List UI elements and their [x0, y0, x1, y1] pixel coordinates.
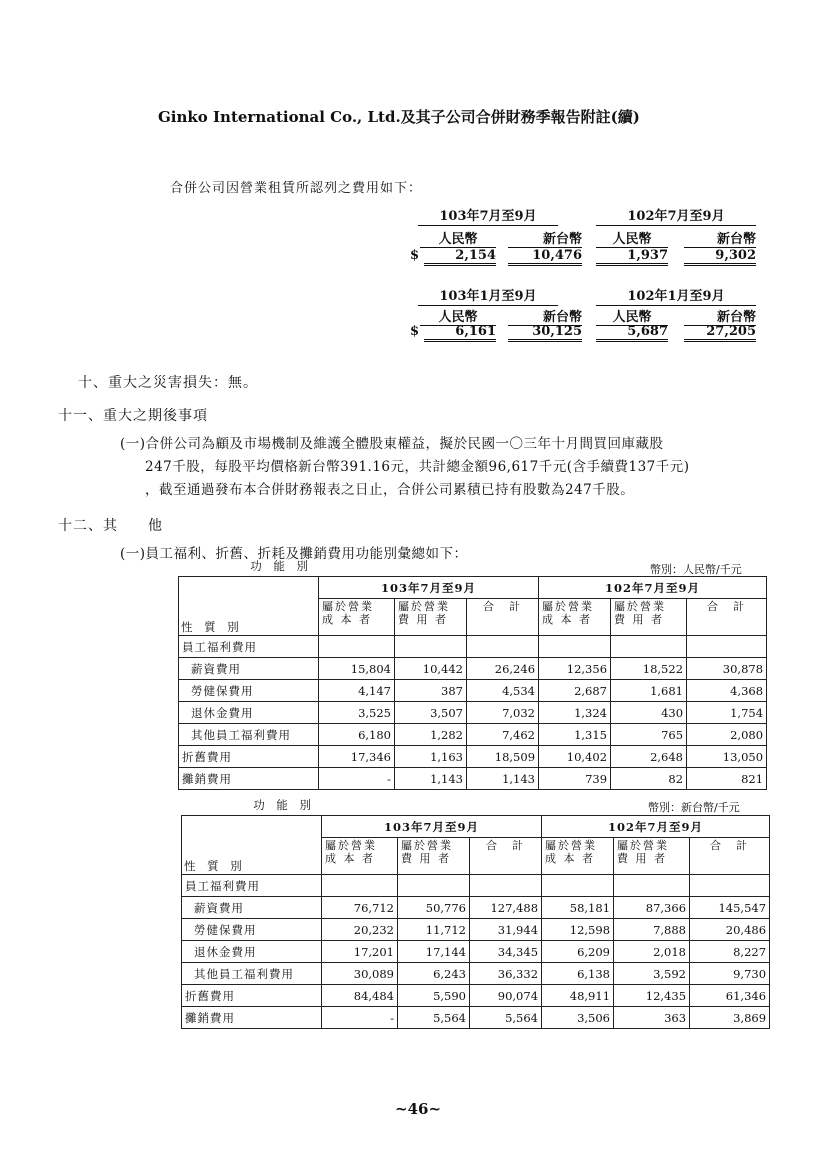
- table-cell: 821: [687, 768, 767, 790]
- lease-header-102q3: 102年7月至9月: [596, 205, 756, 226]
- lease-sub-ntd: 新台幣: [684, 228, 756, 248]
- table-cell: 48,911: [542, 985, 614, 1007]
- table-cell: [690, 875, 770, 897]
- table-cell: 31,944: [470, 919, 542, 941]
- table-cell: 26,246: [467, 658, 539, 680]
- unit-label-rmb: 幣別：人民幣/千元: [650, 563, 742, 576]
- row-label: 勞健保費用: [182, 919, 322, 941]
- row-label: 員工福利費用: [179, 636, 319, 658]
- lease-sub-rmb: 人民幣: [420, 306, 496, 326]
- table-cell: 17,144: [398, 941, 470, 963]
- column-header-total: 合 計: [687, 599, 767, 636]
- table-cell: 6,243: [398, 963, 470, 985]
- table-cell: 82: [611, 768, 687, 790]
- table-cell: 3,507: [395, 702, 467, 724]
- section-11: 十一、重大之期後事項: [58, 408, 208, 424]
- section-11-line2: 247千股，每股平均價格新台幣391.16元，共計總金額96,617千元(含手續費137千元): [145, 459, 690, 475]
- lease-sub-ntd: 新台幣: [684, 306, 756, 326]
- column-header-cost: 屬於營業 成 本 者: [322, 838, 398, 875]
- table-cell: [395, 636, 467, 658]
- table-cell: 18,522: [611, 658, 687, 680]
- section-11-line3: ，截至通過發布本合併財務報表之日止，合併公司累積已持有股數為247千股。: [145, 482, 635, 498]
- period-header-102: 102年7月至9月: [542, 816, 770, 838]
- table-row: [182, 963, 770, 985]
- lease-sub-ntd: 新台幣: [508, 306, 582, 326]
- nature-label: 性 質 別: [181, 620, 243, 634]
- table-cell: 84,484: [322, 985, 398, 1007]
- table-cell: 6,209: [542, 941, 614, 963]
- table-cell: [539, 636, 611, 658]
- column-header-total: 合 計: [690, 838, 770, 875]
- table-cell: [614, 875, 690, 897]
- table-cell: 1,754: [687, 702, 767, 724]
- table-cell: 7,462: [467, 724, 539, 746]
- table-cell: 11,712: [398, 919, 470, 941]
- table-cell: 10,402: [539, 746, 611, 768]
- table-cell: 90,074: [470, 985, 542, 1007]
- table-corner-cell: [182, 798, 322, 875]
- table-cell: 765: [611, 724, 687, 746]
- table-cell: 20,232: [322, 919, 398, 941]
- table-row: [179, 680, 767, 702]
- table-cell: 6,180: [319, 724, 395, 746]
- page-title: Ginko International Co., Ltd.及其子公司合併財務季報告附註(續): [158, 108, 640, 126]
- table-cell: 20,486: [690, 919, 770, 941]
- table-cell: 30,878: [687, 658, 767, 680]
- table-cell: 2,687: [539, 680, 611, 702]
- table-row: [179, 702, 767, 724]
- table-cell: 12,435: [614, 985, 690, 1007]
- table-cell: [319, 636, 395, 658]
- section-12-line1: (一)員工福利、折舊、折耗及攤銷費用功能別彙總如下：: [120, 546, 468, 562]
- table-cell: 4,147: [319, 680, 395, 702]
- row-label: 其他員工福利費用: [182, 963, 322, 985]
- table-cell: 1,282: [395, 724, 467, 746]
- nature-label: 性 質 別: [184, 859, 246, 873]
- table-cell: 1,681: [611, 680, 687, 702]
- table-row: [182, 1007, 770, 1029]
- table-cell: 1,324: [539, 702, 611, 724]
- period-header-103: 103年7月至9月: [319, 577, 539, 599]
- row-label: 折舊費用: [179, 746, 319, 768]
- section-10: 十、重大之災害損失：無。: [78, 375, 258, 391]
- table-cell: 87,366: [614, 897, 690, 919]
- lease-header-103q3: 103年7月至9月: [418, 205, 558, 226]
- table-cell: 58,181: [542, 897, 614, 919]
- table-row: [182, 875, 770, 897]
- period-header-102: 102年7月至9月: [539, 577, 767, 599]
- table-row: [182, 897, 770, 919]
- table-cell: 430: [611, 702, 687, 724]
- table-cell: 18,509: [467, 746, 539, 768]
- table-cell: 145,547: [690, 897, 770, 919]
- table-cell: 34,345: [470, 941, 542, 963]
- row-label: 攤銷費用: [179, 768, 319, 790]
- column-header-cost: 屬於營業 成 本 者: [319, 599, 395, 636]
- table-cell: 9,730: [690, 963, 770, 985]
- table-cell: 6,138: [542, 963, 614, 985]
- row-label: 其他員工福利費用: [179, 724, 319, 746]
- table-cell: 1,143: [467, 768, 539, 790]
- table-cell: 15,804: [319, 658, 395, 680]
- table-cell: [322, 875, 398, 897]
- table-cell: 387: [395, 680, 467, 702]
- table-cell: 3,869: [690, 1007, 770, 1029]
- table-cell: 13,050: [687, 746, 767, 768]
- table-cell: 17,346: [319, 746, 395, 768]
- table-cell: 36,332: [470, 963, 542, 985]
- currency-symbol: $: [410, 324, 420, 339]
- column-header-expense: 屬於營業 費 用 者: [395, 599, 467, 636]
- lease-value: 6,161: [424, 324, 496, 342]
- lease-value: 9,302: [684, 248, 756, 266]
- column-header-total: 合 計: [470, 838, 542, 875]
- table-cell: 1,143: [395, 768, 467, 790]
- row-label: 折舊費用: [182, 985, 322, 1007]
- table-cell: 127,488: [470, 897, 542, 919]
- table-cell: -: [319, 768, 395, 790]
- table-cell: 5,564: [398, 1007, 470, 1029]
- table-cell: 1,315: [539, 724, 611, 746]
- table-cell: 17,201: [322, 941, 398, 963]
- table-cell: [467, 636, 539, 658]
- table-cell: 61,346: [690, 985, 770, 1007]
- lease-sub-ntd: 新台幣: [508, 228, 582, 248]
- table-cell: 4,368: [687, 680, 767, 702]
- table-cell: 3,506: [542, 1007, 614, 1029]
- table-cell: 4,534: [467, 680, 539, 702]
- table-corner-cell: [179, 559, 319, 636]
- table-cell: 50,776: [398, 897, 470, 919]
- table-row: [179, 636, 767, 658]
- table-cell: 5,590: [398, 985, 470, 1007]
- column-header-expense: 屬於營業 費 用 者: [611, 599, 687, 636]
- table-cell: 739: [539, 768, 611, 790]
- section-11-line1: (一)合併公司為顧及市場機制及維護全體股東權益，擬於民國一〇三年十月間買回庫藏股: [120, 436, 664, 452]
- table-row: [179, 724, 767, 746]
- table-cell: 7,032: [467, 702, 539, 724]
- table-cell: 76,712: [322, 897, 398, 919]
- table-cell: 3,525: [319, 702, 395, 724]
- lease-value: 1,937: [596, 248, 668, 266]
- table-cell: 2,080: [687, 724, 767, 746]
- table-cell: 2,648: [611, 746, 687, 768]
- table-cell: 30,089: [322, 963, 398, 985]
- lease-sub-rmb: 人民幣: [420, 228, 496, 248]
- row-label: 攤銷費用: [182, 1007, 322, 1029]
- table-cell: 2,018: [614, 941, 690, 963]
- page-number: ~46~: [395, 1100, 442, 1118]
- row-label: 退休金費用: [182, 941, 322, 963]
- table-row: [182, 919, 770, 941]
- table-cell: 8,227: [690, 941, 770, 963]
- table-row: [179, 768, 767, 790]
- period-header-103: 103年7月至9月: [322, 816, 542, 838]
- lease-header-102ytd: 102年1月至9月: [596, 285, 756, 306]
- lease-intro: 合併公司因營業租賃所認列之費用如下：: [170, 181, 423, 196]
- column-header-expense: 屬於營業 費 用 者: [398, 838, 470, 875]
- lease-value: 27,205: [684, 324, 756, 342]
- table-row: [179, 658, 767, 680]
- section-12: 十二、其 他: [58, 518, 163, 534]
- table-cell: [542, 875, 614, 897]
- lease-value: 10,476: [508, 248, 582, 266]
- table-cell: 12,356: [539, 658, 611, 680]
- lease-header-103ytd: 103年1月至9月: [418, 285, 558, 306]
- column-header-expense: 屬於營業 費 用 者: [614, 838, 690, 875]
- lease-value: 5,687: [596, 324, 668, 342]
- table-cell: 10,442: [395, 658, 467, 680]
- table-cell: -: [322, 1007, 398, 1029]
- row-label: 薪資費用: [179, 658, 319, 680]
- table-cell: [398, 875, 470, 897]
- function-label: 功 能 別: [253, 798, 315, 812]
- table-cell: 7,888: [614, 919, 690, 941]
- currency-symbol: $: [410, 248, 420, 263]
- row-label: 勞健保費用: [179, 680, 319, 702]
- column-header-total: 合 計: [467, 599, 539, 636]
- column-header-cost: 屬於營業 成 本 者: [539, 599, 611, 636]
- table-cell: [611, 636, 687, 658]
- lease-sub-rmb: 人民幣: [596, 306, 668, 326]
- row-label: 員工福利費用: [182, 875, 322, 897]
- table-row: [182, 941, 770, 963]
- table-cell: 1,163: [395, 746, 467, 768]
- table-cell: 12,598: [542, 919, 614, 941]
- table-cell: 3,592: [614, 963, 690, 985]
- table-cell: [470, 875, 542, 897]
- table-cell: [687, 636, 767, 658]
- table-cell: 5,564: [470, 1007, 542, 1029]
- row-label: 薪資費用: [182, 897, 322, 919]
- row-label: 退休金費用: [179, 702, 319, 724]
- table-row: [182, 985, 770, 1007]
- function-label: 功 能 別: [250, 559, 312, 573]
- lease-value: 30,125: [508, 324, 582, 342]
- column-header-cost: 屬於營業 成 本 者: [542, 838, 614, 875]
- unit-label-ntd: 幣別：新台幣/千元: [648, 801, 740, 814]
- table-cell: 363: [614, 1007, 690, 1029]
- table-row: [179, 746, 767, 768]
- lease-sub-rmb: 人民幣: [596, 228, 668, 248]
- lease-value: 2,154: [424, 248, 496, 266]
